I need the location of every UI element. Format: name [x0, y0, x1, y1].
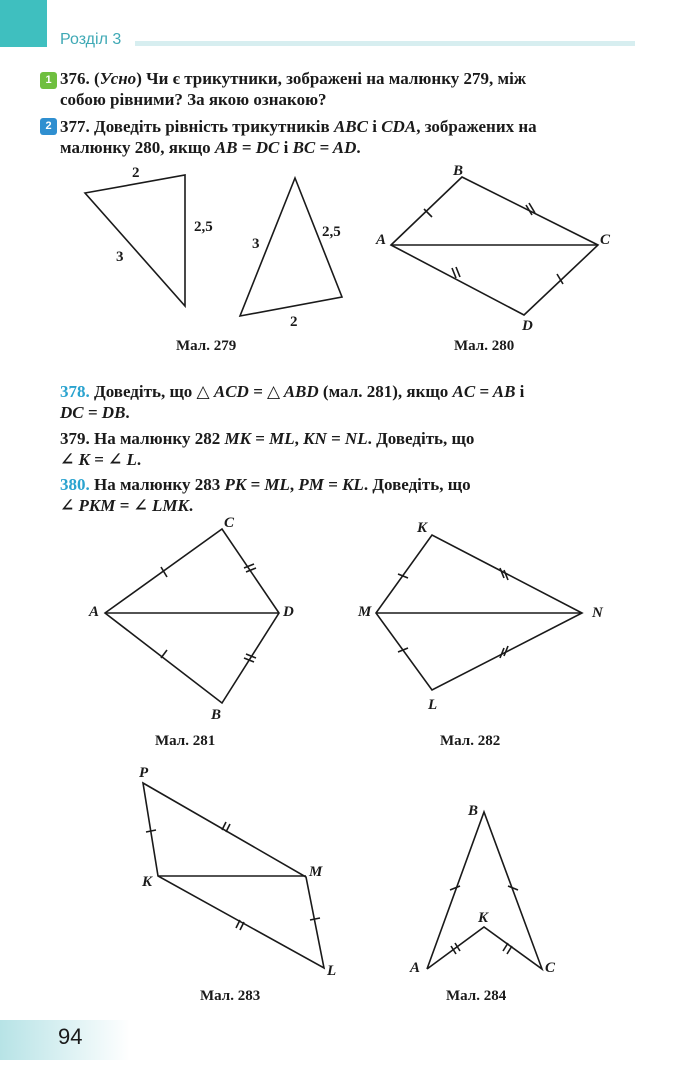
fig279-label: 2,5 — [194, 219, 213, 235]
fig279-label: 2 — [132, 165, 140, 181]
task-text: На малюнку 283 — [89, 475, 225, 494]
math: AC = AB — [452, 382, 516, 401]
task-379 — [60, 428, 474, 470]
task-number: 379. — [60, 429, 90, 448]
task-number: 378. — [60, 382, 90, 401]
fig282-vertex: K — [417, 520, 428, 536]
task-text: ) Чи є трикутники, зображені на малюнку 279, між — [136, 69, 527, 88]
fig280-vertex: D — [522, 318, 533, 334]
task-376 — [60, 68, 526, 110]
task-text: Доведіть рівність трикутників — [89, 117, 334, 136]
math: KN = NL — [303, 429, 368, 448]
task-text: малюнку 280, якщо — [60, 138, 215, 157]
figure-caption: Мал. 284 — [446, 988, 507, 1004]
page-number: 94 — [58, 1024, 83, 1049]
task-378 — [60, 381, 524, 423]
figure-283-284 — [0, 760, 700, 985]
figure-281-282 — [0, 510, 700, 730]
fig282-vertex: N — [592, 605, 603, 621]
fig279-label: 3 — [116, 249, 124, 265]
task-text: . — [136, 450, 142, 469]
fig279-triangle-left — [85, 175, 185, 306]
figure-caption: Мал. 283 — [200, 988, 261, 1004]
fig280-vertex: A — [376, 232, 387, 248]
fig280-quad — [391, 177, 598, 315]
math: CDA — [381, 117, 417, 136]
figure-caption: Мал. 282 — [440, 733, 501, 749]
task-text: . Доведіть, що — [363, 475, 471, 494]
fig279-label: 3 — [252, 236, 260, 252]
math: PK = ML — [224, 475, 290, 494]
math: ABC — [333, 117, 368, 136]
task-text: . Доведіть, що — [367, 429, 475, 448]
task-text: і — [279, 138, 293, 157]
task-number: 380. — [60, 475, 90, 494]
math: AB = DC — [214, 138, 280, 157]
fig284-vertex: B — [468, 803, 479, 819]
fig282-vertex: M — [358, 604, 372, 620]
math: BC = AD — [292, 138, 357, 157]
fig279-label: 2 — [290, 314, 298, 330]
fig284-shape — [427, 812, 542, 969]
fig281-vertex: A — [89, 604, 100, 620]
fig283-vertex: M — [309, 864, 323, 880]
task-text: і — [515, 382, 525, 401]
task-text: ( — [89, 69, 100, 88]
task-number: 376. — [60, 69, 90, 88]
task-text: , зображених на — [416, 117, 537, 136]
math: DC = DB — [60, 403, 126, 422]
math: △ ACD = △ ABD — [196, 382, 319, 401]
section-label: Розділ 3 — [60, 31, 122, 48]
fig284-vertex: K — [478, 910, 489, 926]
fig279-label: 2,5 — [322, 224, 341, 240]
fig281-quad — [105, 529, 279, 703]
task-text: і — [367, 117, 382, 136]
figure-caption: Мал. 281 — [155, 733, 216, 749]
fig281-vertex: C — [224, 515, 235, 531]
task-number: 377. — [60, 117, 90, 136]
fig281-vertex: D — [283, 604, 294, 620]
task-text: , — [289, 475, 299, 494]
fig284-vertex: A — [410, 960, 421, 976]
difficulty-badge-1: 1 — [40, 72, 57, 89]
math: MK = ML — [224, 429, 295, 448]
figure-caption: Мал. 279 — [176, 338, 237, 354]
task-377 — [60, 116, 537, 158]
task-text: (мал. 281), якщо — [318, 382, 453, 401]
task-text: , — [294, 429, 304, 448]
task-text: . — [125, 403, 130, 422]
corner-color-block — [0, 0, 47, 47]
task-text-italic: Усно — [99, 69, 137, 88]
math: PM = KL — [298, 475, 364, 494]
figure-caption: Мал. 280 — [454, 338, 515, 354]
task-text: На малюнку 282 — [89, 429, 225, 448]
task-text: . — [188, 496, 194, 515]
fig281-vertex: B — [211, 707, 222, 723]
task-text: Доведіть, що — [89, 382, 197, 401]
fig284-vertex: C — [545, 960, 556, 976]
fig283-vertex: L — [327, 963, 337, 979]
fig282-vertex: L — [428, 697, 438, 713]
figure-279-280 — [0, 160, 700, 340]
math: ∠ PKM = ∠ LMK — [60, 496, 189, 515]
fig283-vertex: K — [142, 874, 153, 890]
task-text: собою рівними? За якою ознакою? — [60, 90, 327, 109]
fig280-vertex: B — [453, 163, 464, 179]
fig283-vertex: P — [139, 765, 149, 781]
fig280-vertex: C — [600, 232, 611, 248]
difficulty-badge-2: 2 — [40, 118, 57, 135]
task-text: . — [356, 138, 361, 157]
header-rule — [135, 41, 635, 46]
math: ∠ K = ∠ L — [60, 450, 137, 469]
